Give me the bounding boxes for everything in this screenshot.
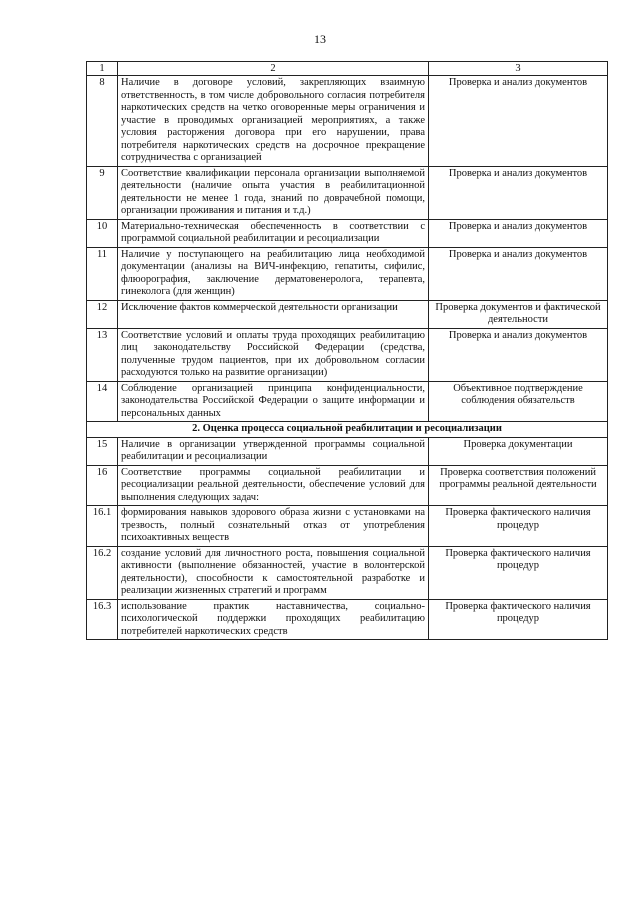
row-number: 15 <box>87 437 118 465</box>
section-row <box>87 422 608 438</box>
table-row <box>87 219 608 247</box>
row-number: 10 <box>87 219 118 247</box>
header-col-1: 1 <box>87 62 118 76</box>
row-criterion: Исключение фактов коммерческой деятельности организации <box>118 300 429 328</box>
row-criterion: Наличие в договоре условий, закрепляющих взаимную ответственность, в том числе добровольного согласия потребителя наркотических средств на четко оговоренные меры ограничения и участие в проводимых организацией мероприятиях, а также условия расторжения договора при его нарушении, права потребителя наркотических средств на досрочное прекращение сотрудничества с организацией <box>118 76 429 167</box>
table-row <box>87 328 608 381</box>
row-number: 14 <box>87 381 118 422</box>
table-row <box>87 381 608 422</box>
row-criterion: создание условий для личностного роста, повышения социальной активности (выполнение обязанностей, участие в волонтерской деятельности), способности к самостоятельной разработке и реализации жизненных стратегий и программ <box>118 546 429 599</box>
row-verification: Проверка соответствия положений программы реальной деятельности <box>429 465 608 506</box>
criteria-table <box>86 61 608 640</box>
row-verification: Проверка документов и фактической деятельности <box>429 300 608 328</box>
row-verification: Проверка и анализ документов <box>429 219 608 247</box>
row-number: 8 <box>87 76 118 167</box>
header-col-3: 3 <box>429 62 608 76</box>
row-criterion: Соответствие программы социальной реабилитации и ресоциализации реальной деятельности, обеспечение условий для выполнения следующих задач: <box>118 465 429 506</box>
row-verification: Проверка документации <box>429 437 608 465</box>
row-number: 16 <box>87 465 118 506</box>
row-criterion: использование практик наставничества, социально-психологической поддержки проходящих реабилитацию потребителей наркотических средств <box>118 599 429 640</box>
section-title: 2. Оценка процесса социальной реабилитации и ресоциализации <box>87 422 608 438</box>
row-number: 11 <box>87 247 118 300</box>
row-criterion: Материально-техническая обеспеченность в соответствии с программой социальной реабилитации и ресоциализации <box>118 219 429 247</box>
row-number: 13 <box>87 328 118 381</box>
page-number: 13 <box>314 32 326 46</box>
row-number: 16.1 <box>87 506 118 547</box>
row-verification: Проверка и анализ документов <box>429 166 608 219</box>
row-verification: Проверка и анализ документов <box>429 247 608 300</box>
row-criterion: Соответствие условий и оплаты труда проходящих реабилитацию лиц законодательству Российской Федерации (средства, полученные трудом пациентов, при их добровольном согласии расходуются только на развитие организации) <box>118 328 429 381</box>
row-criterion: Наличие у поступающего на реабилитацию лица необходимой документации (анализы на ВИЧ-инфекцию, гепатиты, сифилис, флюорография, заключение дерматовенеролога, терапевта, гинеколога (для женщин) <box>118 247 429 300</box>
row-number: 16.3 <box>87 599 118 640</box>
table-row <box>87 465 608 506</box>
row-verification: Проверка фактического наличия процедур <box>429 506 608 547</box>
row-verification: Проверка и анализ документов <box>429 76 608 167</box>
table-row <box>87 437 608 465</box>
table-row <box>87 76 608 167</box>
table-row <box>87 300 608 328</box>
row-verification: Объективное подтверждение соблюдения обязательств <box>429 381 608 422</box>
row-number: 9 <box>87 166 118 219</box>
table-row <box>87 599 608 640</box>
table-header-row <box>87 62 608 76</box>
table-row <box>87 166 608 219</box>
table-row <box>87 546 608 599</box>
row-criterion: формирования навыков здорового образа жизни с установками на трезвость, полный сознательный отказ от употребления психоактивных веществ <box>118 506 429 547</box>
table-row <box>87 247 608 300</box>
row-criterion: Наличие в организации утвержденной программы социальной реабилитации и ресоциализации <box>118 437 429 465</box>
row-verification: Проверка фактического наличия процедур <box>429 599 608 640</box>
row-criterion: Соответствие квалификации персонала организации выполняемой деятельности (наличие опыта участия в реабилитационной деятельности не менее 1 года, знаний по доврачебной помощи, организации проживания и питания и т.д.) <box>118 166 429 219</box>
row-verification: Проверка фактического наличия процедур <box>429 546 608 599</box>
row-number: 12 <box>87 300 118 328</box>
header-col-2: 2 <box>118 62 429 76</box>
table-row <box>87 506 608 547</box>
row-number: 16.2 <box>87 546 118 599</box>
row-criterion: Соблюдение организацией принципа конфиденциальности, законодательства Российской Федерации о защите информации и персональных данных <box>118 381 429 422</box>
row-verification: Проверка и анализ документов <box>429 328 608 381</box>
